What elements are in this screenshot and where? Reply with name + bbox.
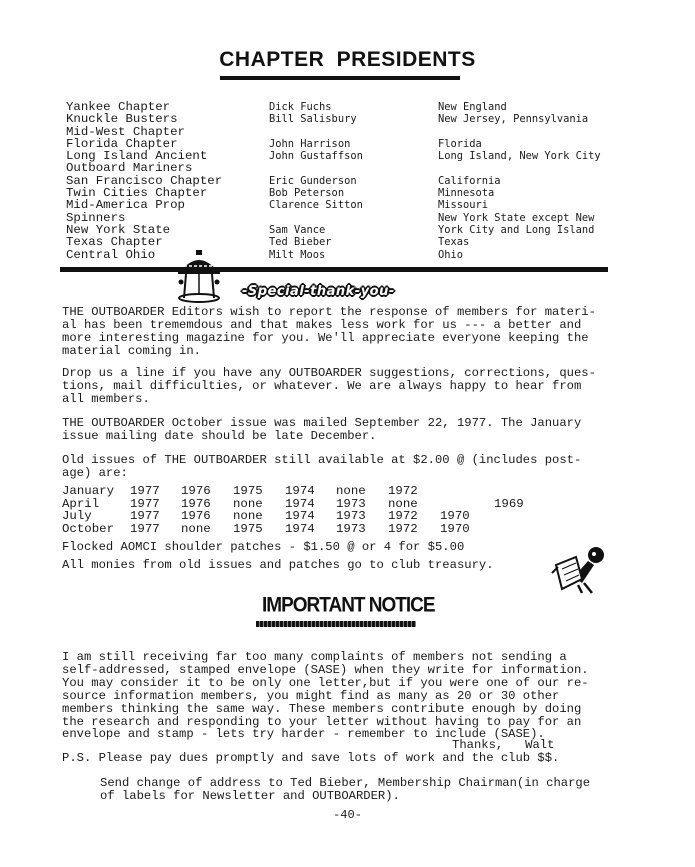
issue-year: 1969 — [494, 496, 524, 511]
notice-underline — [256, 621, 416, 627]
issue-year: 1977 — [130, 496, 160, 511]
issue-month: January — [62, 484, 115, 498]
issue-year: 1970 — [440, 521, 470, 536]
president-list — [269, 101, 363, 261]
president-name: Ted Bieber — [269, 236, 332, 249]
chapter-name: Texas Chapter — [66, 235, 163, 250]
chapter-name: Knuckle Busters — [66, 112, 178, 127]
issue-year: 1976 — [181, 509, 211, 524]
chapter-names-column — [66, 101, 222, 261]
president-name: John Harrison — [269, 137, 351, 150]
issue-month: July — [62, 509, 92, 524]
president-names-column — [269, 101, 363, 261]
region-list — [438, 101, 601, 261]
editors-paragraph: THE OUTBOARDER Editors wish to report the response of members for materi- al has been trememdous and that makes less work for us --- a better and more interesting magazine for you. We'll appreciate everyone keeping the material coming in. — [62, 305, 596, 358]
president-name: Dick Fuchs — [269, 101, 332, 113]
issue-row — [62, 485, 534, 498]
president-name: Bob Peterson — [269, 187, 345, 200]
issue-year: none — [388, 496, 418, 511]
issue-year: none — [181, 521, 211, 536]
chapter-name: Outboard Mariners — [66, 161, 193, 176]
issue-year — [494, 510, 534, 523]
issue-row — [62, 510, 534, 523]
region-name — [438, 126, 601, 138]
region-name: New England — [438, 101, 507, 113]
issue-year: 1976 — [181, 496, 211, 511]
chapter-name: Spinners — [66, 210, 126, 225]
title-underline — [220, 76, 460, 80]
region-name — [438, 162, 601, 174]
region-name: York City and Long Island — [438, 223, 595, 236]
important-notice-heading: IMPORTANT NOTICE — [262, 593, 435, 617]
issue-year: 1976 — [181, 484, 211, 498]
president-name: Bill Salisbury — [269, 113, 357, 126]
issue-year: 1977 — [130, 521, 160, 536]
issue-year: none — [233, 509, 263, 524]
issue-year — [494, 523, 534, 536]
issue-year: 1972 — [388, 521, 418, 536]
issue-year: 1977 — [130, 484, 160, 498]
chapter-name: New York State — [66, 222, 171, 237]
region-name: Florida — [438, 137, 482, 150]
region-name: Missouri — [438, 199, 489, 212]
notice-body: I am still receiving far too many complaints of members not sending a self-addressed, stamped envelope (SASE) when they write for information. You may consider it to be only one letter,but if you were one of our re- source information members, you might find as many as 20 or 30 other members thinking the same way. These members contribute enough by doing the research and responding to your letter without having to pay for an envelope and stamp - lets try harder - remember to include (SASE). — [62, 650, 589, 742]
chapter-name: Mid-America Prop — [66, 198, 185, 213]
chapter-name: Long Island Ancient — [66, 149, 208, 164]
page-number: -40- — [333, 808, 362, 822]
issue-year: 1973 — [336, 521, 366, 536]
section-divider — [60, 267, 608, 272]
president-name: John Gustaffson — [269, 150, 363, 163]
address-change-note: Send change of address to Ted Bieber, Membership Chairman(in charge of labels for Newsletter and OUTBOARDER). — [100, 776, 591, 803]
chapter-name: Yankee Chapter — [66, 100, 171, 114]
special-thanks-heading: -Special-thank-you- — [242, 284, 395, 299]
issue-year — [440, 485, 494, 498]
issue-year: 1975 — [233, 484, 263, 498]
region-name: Ohio — [438, 248, 464, 261]
issue-year: 1972 — [388, 509, 418, 524]
president-name — [269, 162, 363, 174]
issue-year: 1975 — [233, 521, 263, 536]
patches-line: Flocked AOMCI shoulder patches - $1.50 @ or 4 for $5.00 — [62, 540, 465, 554]
region-name: Minnesota — [438, 187, 495, 200]
issue-year: none — [336, 484, 366, 498]
issue-month: April — [62, 496, 100, 511]
page-title: CHAPTER PRESIDENTS — [219, 48, 476, 71]
president-name — [269, 212, 363, 224]
lamp-illustration-icon — [170, 246, 228, 304]
chapter-list — [66, 101, 222, 261]
president-name — [269, 126, 363, 138]
region-name: Texas — [438, 236, 470, 249]
region-names-column — [438, 101, 601, 261]
issue-year: 1977 — [130, 509, 160, 524]
region-name: California — [438, 174, 501, 187]
old-issues-paragraph: Old issues of THE OUTBOARDER still available at $2.00 @ (includes post- age) are: — [62, 453, 582, 480]
president-name: Eric Gunderson — [269, 174, 357, 187]
cartoon-figure-icon — [548, 543, 610, 595]
issue-row — [62, 523, 534, 536]
issue-year: none — [233, 496, 263, 511]
issue-year: 1974 — [285, 521, 315, 536]
chapter-name: Mid-West Chapter — [66, 124, 185, 139]
postscript: P.S. Please pay dues promptly and save lots of work and the club $$. — [62, 751, 560, 765]
region-name: Long Island, New York City — [438, 150, 601, 163]
chapter-name: Central Ohio — [66, 247, 156, 262]
president-name: Sam Vance — [269, 223, 326, 236]
issue-year: 1974 — [285, 496, 315, 511]
issue-year: 1974 — [285, 484, 315, 498]
region-name: New York State except New — [438, 211, 595, 224]
issue-year: 1974 — [285, 509, 315, 524]
chapter-name: Florida Chapter — [66, 136, 178, 151]
chapter-name: San Francisco Chapter — [66, 173, 223, 188]
president-name: Milt Moos — [269, 248, 326, 261]
issue-year: 1970 — [440, 509, 470, 524]
issue-year: 1973 — [336, 509, 366, 524]
monies-line: All monies from old issues and patches go to club treasury. — [62, 558, 494, 572]
president-name: Clarence Sitton — [269, 199, 363, 212]
issue-month: October — [62, 521, 115, 536]
region-name: New Jersey, Pennsylvania — [438, 113, 589, 126]
issue-year: 1973 — [336, 496, 366, 511]
issue-year — [494, 485, 534, 498]
signoff: Thanks, Walt — [452, 738, 555, 752]
old-issues-table — [62, 485, 534, 535]
issue-year: 1972 — [388, 484, 418, 498]
suggestions-paragraph: Drop us a line if you have any OUTBOARDER suggestions, corrections, ques- tions, mail difficulties, or whatever. We are always happy to hear from all members. — [62, 366, 596, 406]
mailing-paragraph: THE OUTBOARDER October issue was mailed September 22, 1977. The January issue mailing date should be late December. — [62, 416, 582, 443]
chapter-name: Twin Cities Chapter — [66, 186, 208, 201]
